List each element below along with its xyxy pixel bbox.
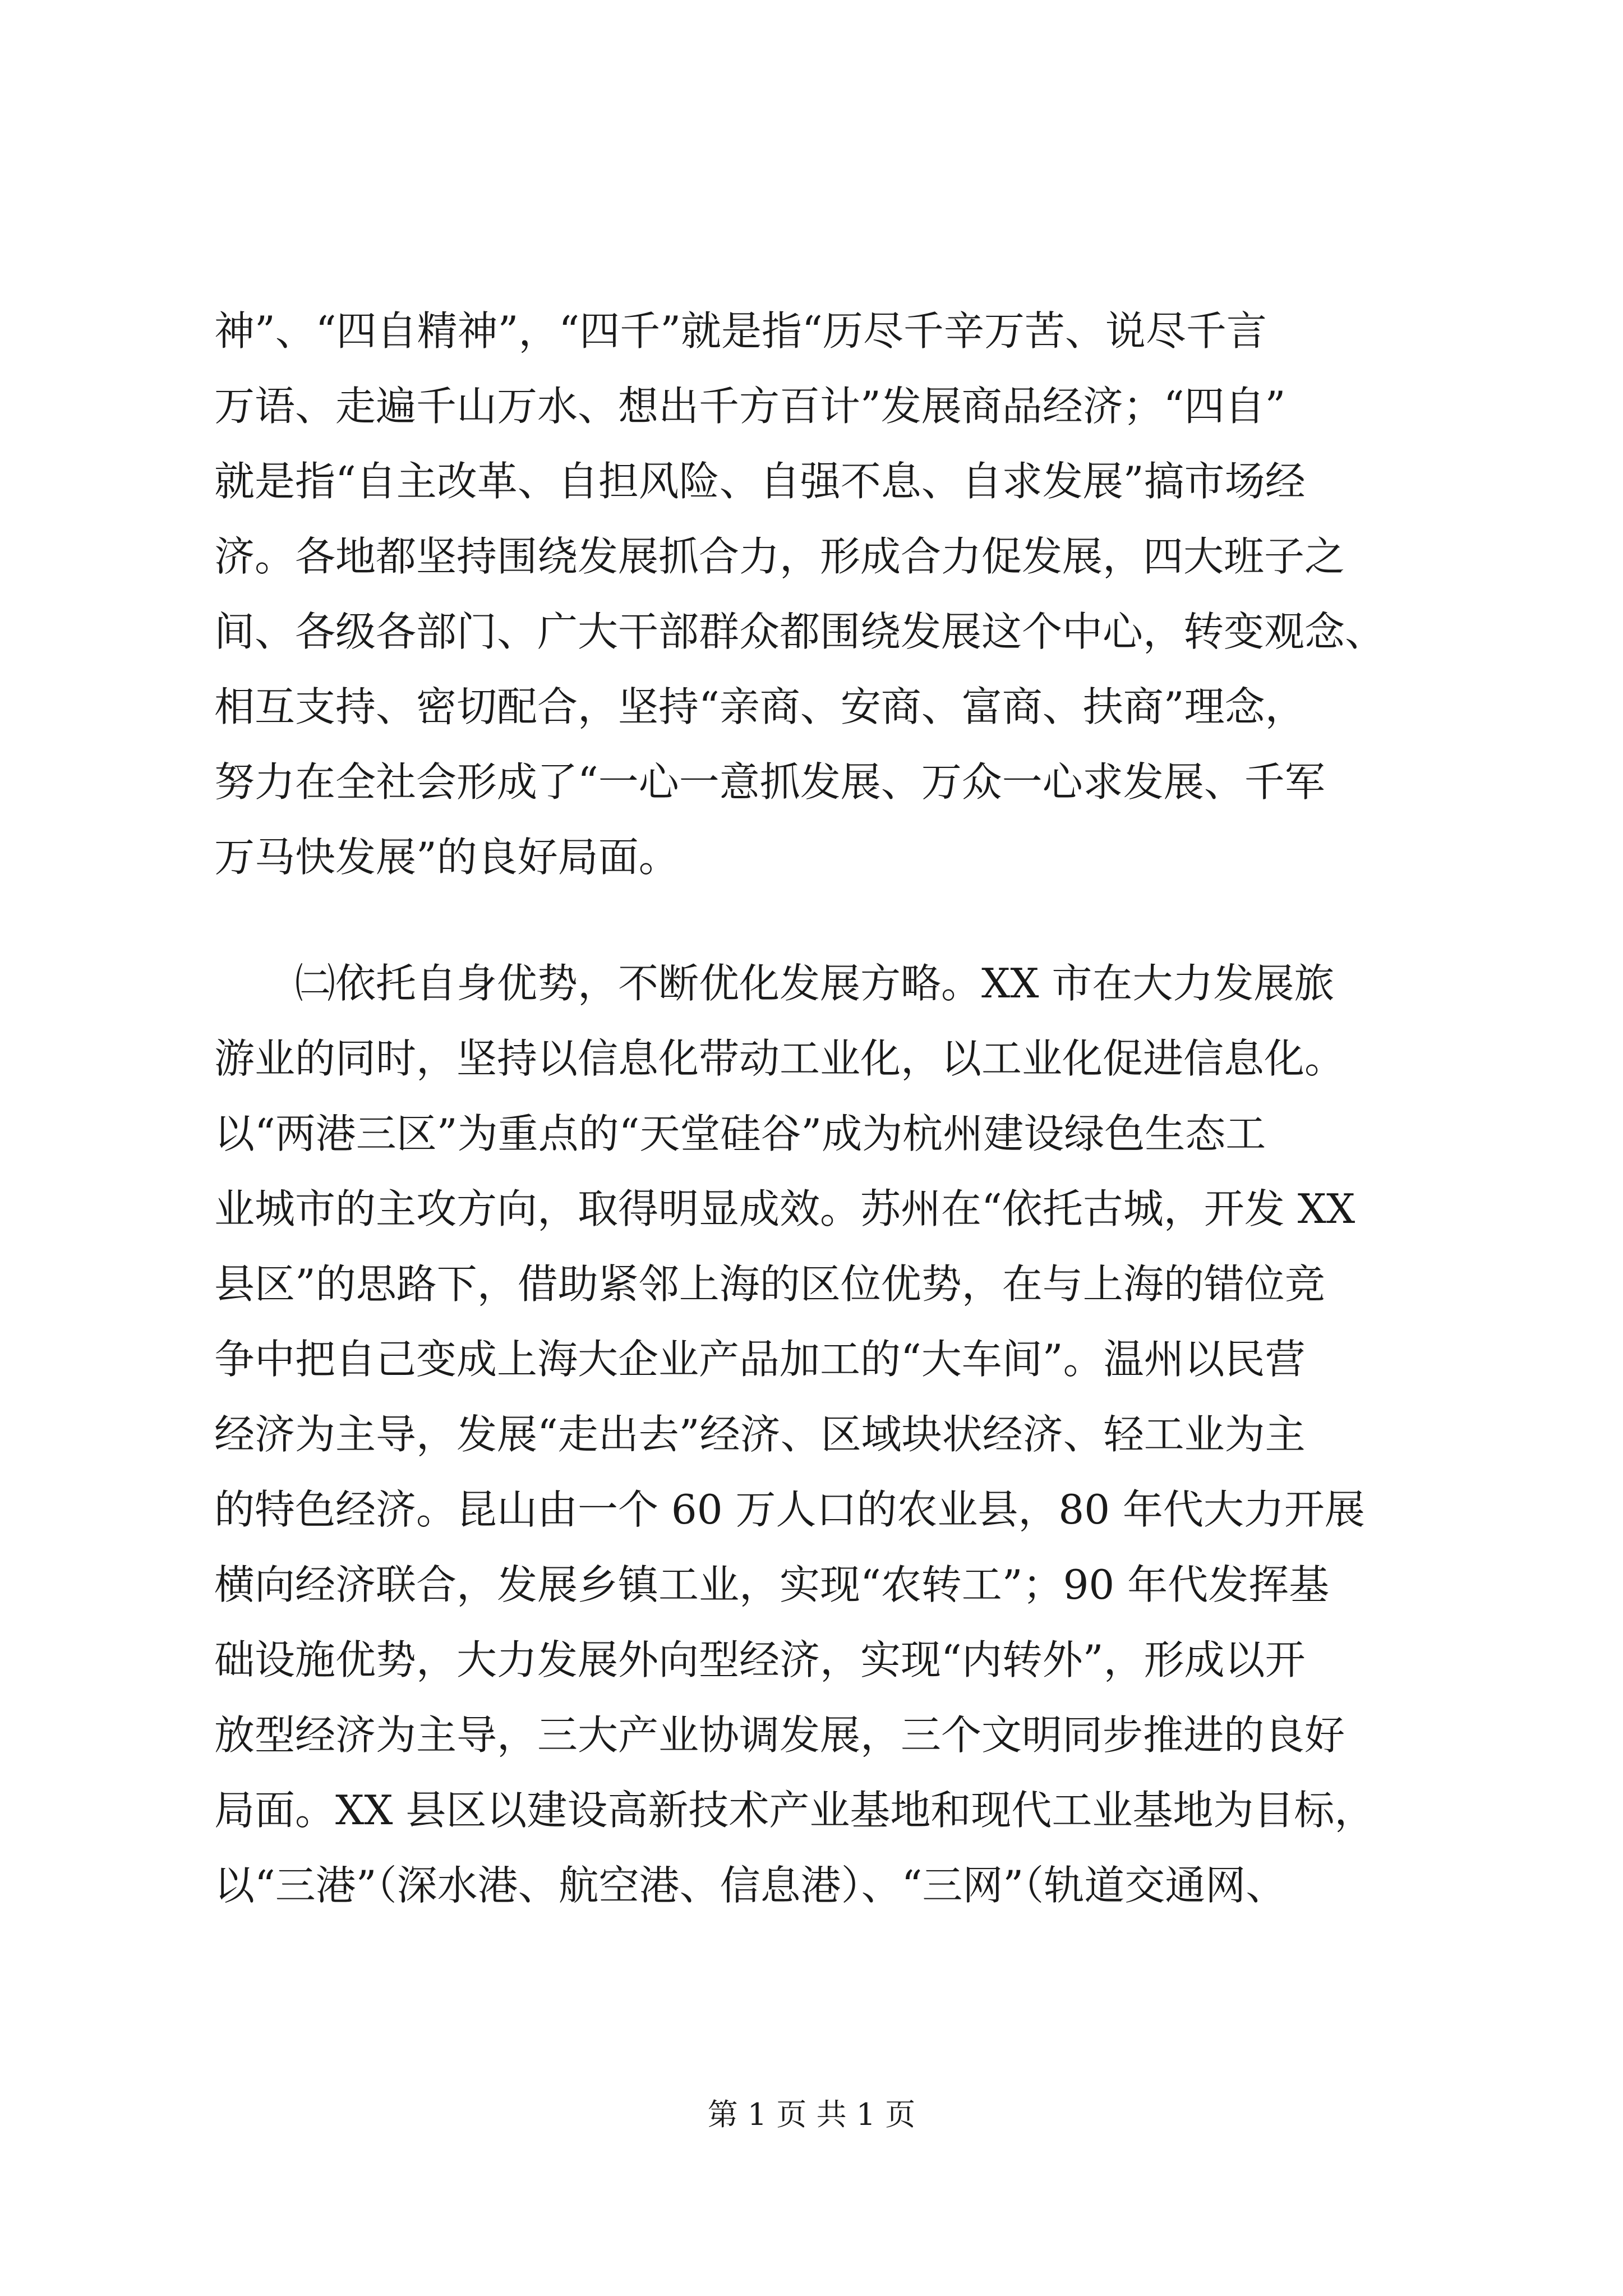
text-line: 济。各地都坚持围绕发展抓合力，形成合力促发展，四大班子之 — [214, 533, 1345, 580]
text-line: 经济为主导，发展“走出去”经济、区域块状经济、轻工业为主 — [214, 1411, 1306, 1458]
text-line: 础设施优势，大力发展外向型经济，实现“内转外”，形成以开 — [214, 1636, 1306, 1683]
text-line: 以“两港三区”为重点的“天堂硅谷”成为杭州建设绿色生态工 — [214, 1110, 1266, 1157]
page-number-footer: 第 1 页 共 1 页 — [707, 2097, 916, 2132]
text-line: 县区”的思路下，借助紧邻上海的区位优势，在与上海的错位竞 — [214, 1260, 1325, 1308]
text-line: 争中把自己变成上海大企业产品加工的“大车间”。温州以民营 — [214, 1336, 1306, 1383]
text-line: 万马快发展”的良好局面。 — [214, 834, 679, 881]
text-line: 万语、走遍千山万水、想出千方百计”发展商品经济；“四自” — [214, 383, 1286, 430]
text-line: 横向经济联合，发展乡镇工业，实现“农转工”；90 年代发挥基 — [214, 1561, 1330, 1608]
paragraph-first-line: ㈡依托自身优势，不断优化发展方略。XX 市在大力发展旅 — [295, 960, 1335, 1007]
text-line: 游业的同时，坚持以信息化带动工业化，以工业化促进信息化。 — [214, 1035, 1345, 1082]
text-line: 局面。XX 县区以建设高新技术产业基地和现代工业基地为目标， — [214, 1787, 1375, 1834]
text-line: 就是指“自主改革、自担风险、自强不息、自求发展”搞市场经 — [214, 458, 1306, 505]
text-line: 以“三港”（深水港、航空港、信息港）、“三网”（轨道交通网、 — [214, 1862, 1287, 1909]
text-line: 放型经济为主导，三大产业协调发展，三个文明同步推进的良好 — [214, 1711, 1345, 1759]
text-line: 神”、“四自精神”，“四千”就是指“历尽千辛万苦、说尽千言 — [214, 307, 1267, 355]
text-line: 间、各级各部门、广大干部群众都围绕发展这个中心，转变观念、 — [214, 608, 1386, 655]
text-line: 的特色经济。昆山由一个 60 万人口的农业县，80 年代大力开展 — [214, 1486, 1365, 1533]
text-line: 努力在全社会形成了“一心一意抓发展、万众一心求发展、千军 — [214, 758, 1325, 806]
text-line: 相互支持、密切配合，坚持“亲商、安商、富商、扶商”理念， — [214, 683, 1306, 730]
text-line: 业城市的主攻方向，取得明显成效。苏州在“依托古城，开发 XX — [214, 1185, 1355, 1232]
